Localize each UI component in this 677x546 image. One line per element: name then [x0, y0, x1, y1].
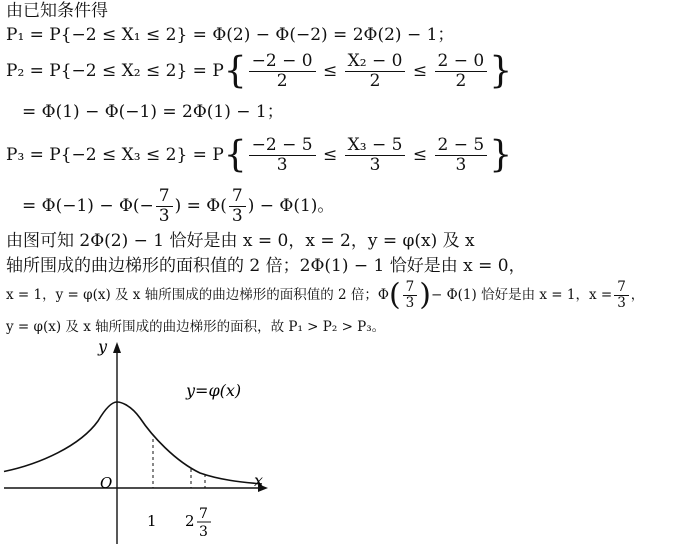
denominator: 3 — [405, 295, 415, 311]
fraction — [249, 136, 316, 175]
numerator: −2 − 5 — [249, 136, 316, 156]
right-paren: ) — [419, 277, 431, 313]
left-paren: ( — [388, 277, 401, 313]
paragraph-line-1: 由图可知 2Φ(2) − 1 恰好是由 x = 0，x = 2，y = φ(x) 及 x — [6, 231, 475, 251]
paragraph-line-3 — [6, 277, 645, 313]
tick-label-2: 2 — [185, 512, 195, 530]
numerator: 7 — [403, 280, 418, 296]
equation-part: ) = Φ( — [174, 196, 227, 216]
y-axis-label: y — [98, 337, 108, 356]
normal-density-figure — [0, 336, 280, 546]
numerator: 7 — [229, 187, 246, 207]
fraction — [345, 136, 406, 175]
numerator: X₂ − 0 — [345, 52, 406, 72]
tick-label-7: 7 — [199, 506, 208, 522]
left-brace: { — [223, 134, 247, 176]
denominator: 3 — [231, 206, 243, 226]
numerator: 7 — [156, 187, 173, 207]
paragraph-part: − Φ(1) 恰好是由 x = 1，x = — [430, 287, 613, 303]
numerator: 2 − 0 — [435, 52, 488, 72]
right-brace: } — [489, 50, 513, 92]
equation-p3-head: P₃ = P{−2 ≤ X₃ ≤ 2} = P — [6, 145, 224, 165]
curve-label: y=φ(x) — [186, 381, 242, 400]
equation-p3-continued — [22, 187, 334, 226]
numerator: 2 − 5 — [435, 136, 488, 156]
equation-p2: P₂ = P{−2 ≤ X₂ ≤ 2} = P{ $\frac{-2 - 0}{2}$ ≤ $\frac{\text{X₂ − 0}}{2}$ ≤ $\frac{2 - 0}{2}$ } — [6, 50, 513, 92]
x-axis-label: x — [254, 471, 264, 490]
fraction-seven-thirds — [614, 280, 629, 311]
equation-p1: P₁ = P{−2 ≤ X₁ ≤ 2} = Φ(2) − Φ(−2) = 2Φ(2) − 1； — [6, 25, 455, 45]
denominator: 2 — [455, 71, 467, 91]
numerator: −2 − 0 — [249, 52, 316, 72]
right-brace: } — [489, 134, 513, 176]
left-brace: { — [223, 50, 247, 92]
denominator: 2 — [276, 71, 288, 91]
equation-p2-continued: = Φ(1) − Φ(−1) = 2Φ(1) − 1； — [22, 102, 284, 122]
denominator: 3 — [617, 295, 626, 311]
fraction — [435, 52, 488, 91]
fraction — [435, 136, 488, 175]
equation-part: = Φ(−1) − Φ(− — [22, 196, 154, 216]
origin-label: O — [100, 474, 113, 492]
numerator: X₃ − 5 — [345, 136, 406, 156]
numerator: 7 — [614, 280, 629, 296]
denominator: 2 — [369, 71, 381, 91]
y-axis-arrow — [113, 342, 121, 353]
density-curve — [4, 402, 262, 484]
paragraph-line-4: y = φ(x) 及 x 轴所围成的曲边梯形的面积，故 P₁ > P₂ > P₃。 — [6, 319, 386, 335]
fraction-seven-thirds — [403, 280, 418, 311]
equation-p2-head: P₂ = P{−2 ≤ X₂ ≤ 2} = P — [6, 61, 224, 81]
fraction-seven-thirds — [229, 187, 246, 226]
paragraph-part: x = 1，y = φ(x) 及 x 轴所围成的曲边梯形的面积值的 2 倍；Φ — [6, 287, 389, 303]
fraction — [249, 52, 316, 91]
fraction-seven-thirds — [156, 187, 173, 226]
denominator: 3 — [276, 155, 288, 175]
equation-part: ) − Φ(1)。 — [247, 196, 335, 216]
heading: 由已知条件得 — [6, 1, 108, 21]
denominator: 3 — [455, 155, 467, 175]
fraction — [345, 52, 406, 91]
denominator: 3 — [369, 155, 381, 175]
paragraph-line-2: 轴所围成的曲边梯形的面积值的 2 倍；2Φ(1) − 1 恰好是由 x = 0， — [6, 256, 526, 276]
tick-label-1: 1 — [147, 512, 157, 530]
denominator: 3 — [158, 206, 170, 226]
equation-p3: P₃ = P{−2 ≤ X₃ ≤ 2} = P{ $\frac{-2 - 5}{3}$ ≤ $\frac{\text{X₃ − 5}}{3}$ ≤ $\frac{2 - 5}{3}$ } — [6, 134, 513, 176]
paragraph-part: ， — [630, 287, 645, 303]
tick-label-3: 3 — [199, 524, 208, 540]
